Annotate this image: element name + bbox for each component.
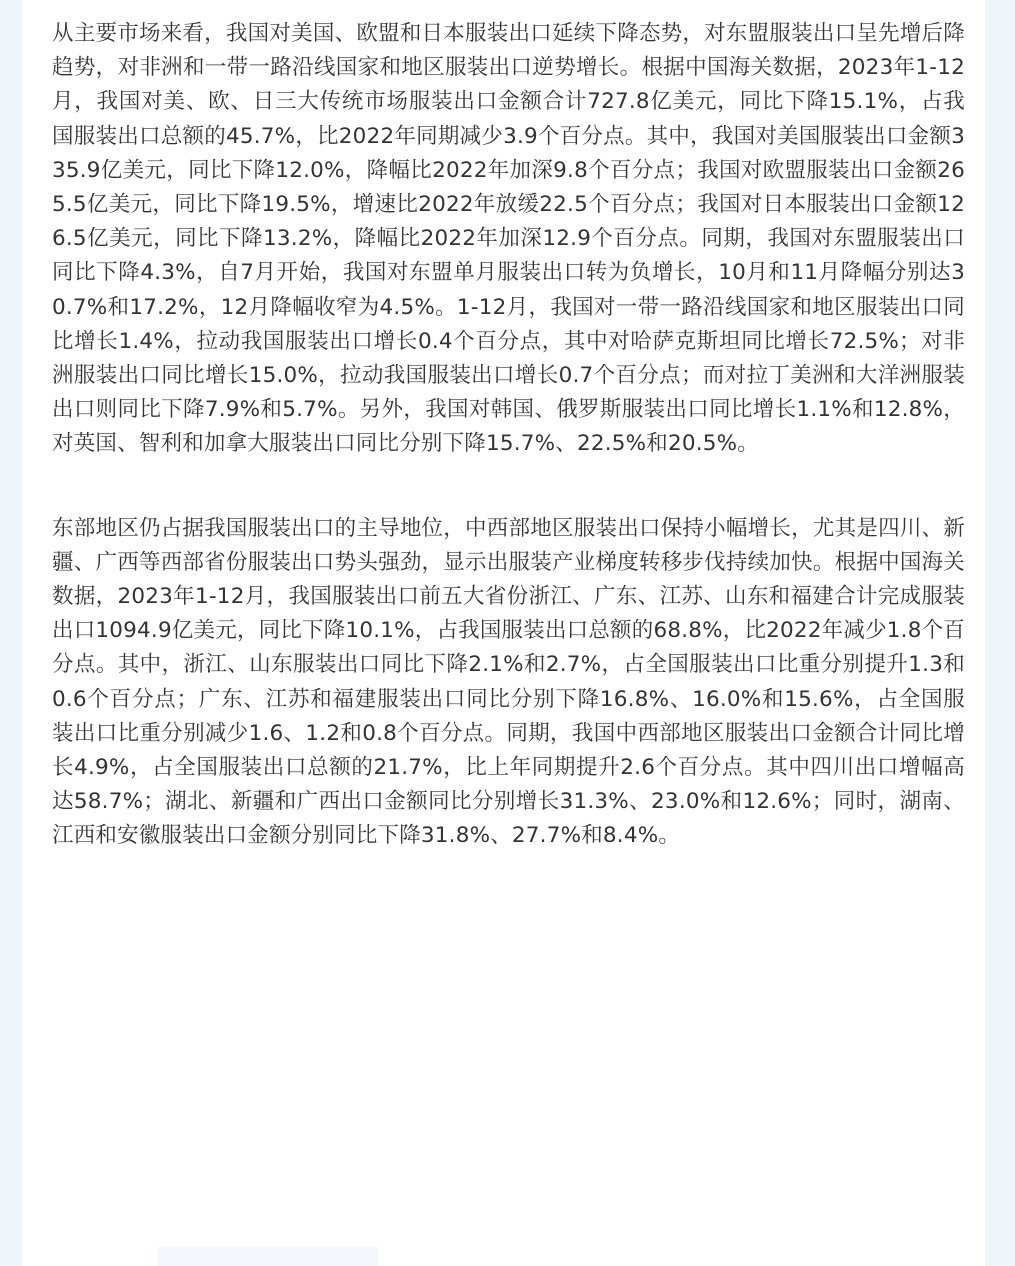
article-body — [52, 0, 965, 854]
paragraph-regional-analysis: 东部地区仍占据我国服装出口的主导地位，中西部地区服装出口保持小幅增长，尤其是四川、新疆、广西等西部省份服装出口势头强劲，显示出服装产业梯度转移步伐持续加快。根据中国海关数据，2023年1-12月，我国服装出口前五大省份浙江、广东、江苏、山东和福建合计完成服装出口1094.9亿美元，同比下降10.1%，占我国服装出口总额的68.8%，比2022年减少1.8个百分点。其中，浙江、山东服装出口同比下降2.1%和2.7%，占全国服装出口比重分别提升1.3和0.6个百分点；广东、江苏和福建服装出口同比分别下降16.8%、16.0%和15.6%，占全国服装出口比重分别减少1.6、1.2和0.8个百分点。同期，我国中西部地区服装出口金额合计同比增长4.9%，占全国服装出口总额的21.7%，比上年同期提升2.6个百分点。其中四川出口增幅高达58.7%；湖北、新疆和广西出口金额同比分别增长31.3%、23.0%和12.6%；同时，湖南、江西和安徽服装出口金额分别同比下降31.8%、27.7%和8.4%。 — [52, 515, 965, 849]
article-page — [22, 0, 985, 1266]
paragraph-market-analysis: 从主要市场来看，我国对美国、欧盟和日本服装出口延续下降态势，对东盟服装出口呈先增后降趋势，对非洲和一带一路沿线国家和地区服装出口逆势增长。根据中国海关数据，2023年1-12月，我国对美、欧、日三大传统市场服装出口金额合计727.8亿美元，同比下降15.1%，占我国服装出口总额的45.7%，比2022年同期减少3.9个百分点。其中，我国对美国服装出口金额335.9亿美元，同比下降12.0%，降幅比2022年加深9.8个百分点；我国对欧盟服装出口金额265.5亿美元，同比下降19.5%，增速比2022年放缓22.5个百分点；我国对日本服装出口金额126.5亿美元，同比下降13.2%，降幅比2022年加深12.9个百分点。同期，我国对东盟服装出口同比下降4.3%，自7月开始，我国对东盟单月服装出口转为负增长，10月和11月降幅分别达30.7%和17.2%，12月降幅收窄为4.5%。1-12月，我国对一带一路沿线国家和地区服装出口同比增长1.4%，拉动我国服装出口增长0.4个百分点，其中对哈萨克斯坦同比增长72.5%；对非洲服装出口同比增长15.0%，拉动我国服装出口增长0.7个百分点；而对拉丁美洲和大洋洲服装出口则同比下降7.9%和5.7%。另外，我国对韩国、俄罗斯服装出口同比增长1.1%和12.8%，对英国、智利和加拿大服装出口同比分别下降15.7%、22.5%和20.5%。 — [52, 21, 965, 457]
image-placeholder — [158, 1247, 378, 1266]
